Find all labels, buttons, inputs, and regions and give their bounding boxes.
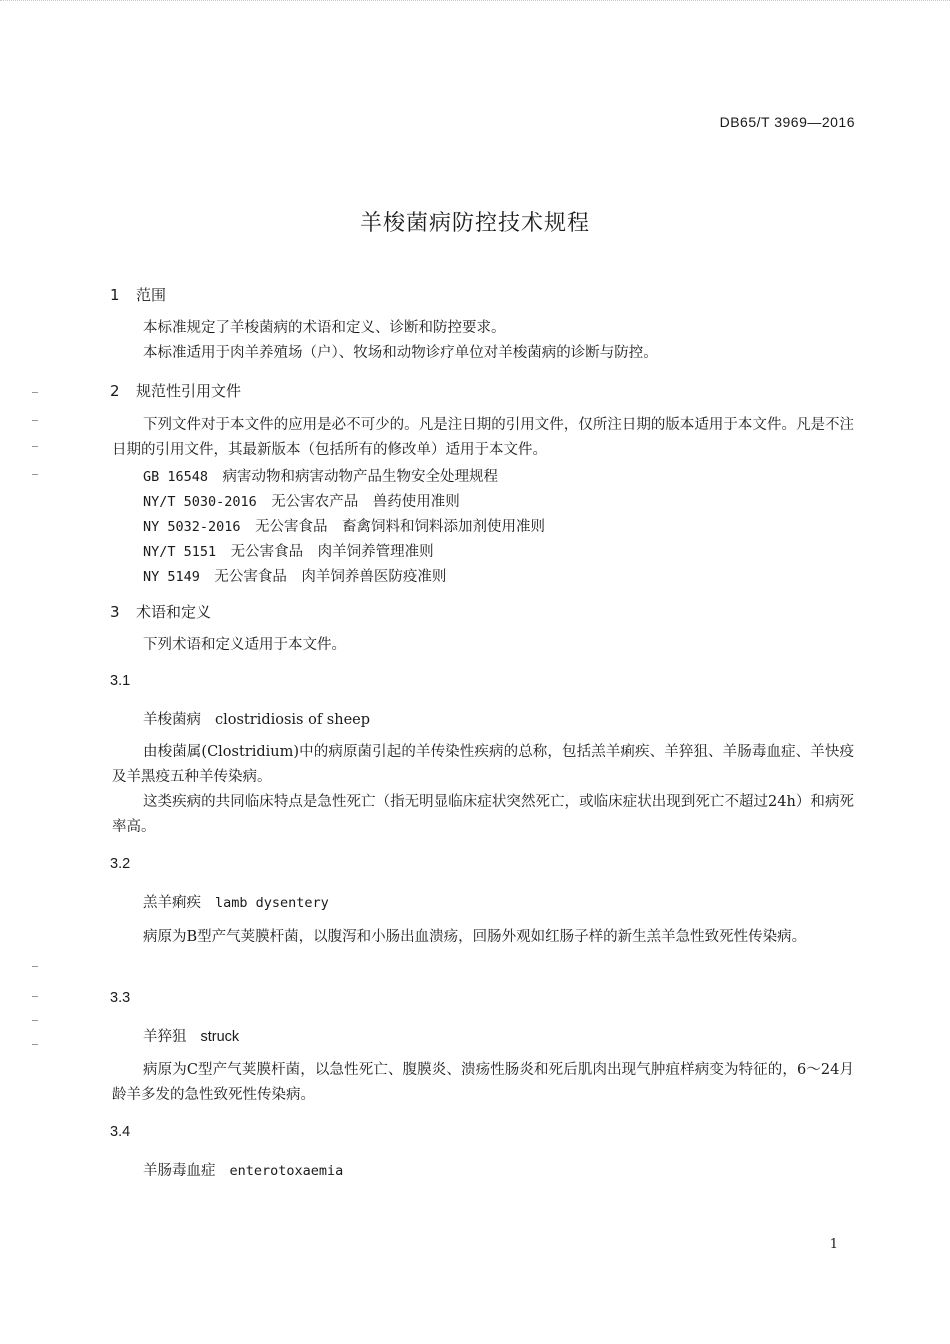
reference-title: 无公害食品 畜禽饲料和饲料添加剂使用准则	[255, 519, 546, 535]
term-number: 3.1	[110, 673, 131, 689]
margin-mark	[32, 420, 38, 421]
term-en: struck	[200, 1029, 240, 1045]
paragraph: 由梭菌属(Clostridium)中的病原菌引起的羊传染性疾病的总称，包括羔羊痢疾、羊猝狙、羊肠毒血症、羊快疫及羊黑疫五种羊传染病。	[112, 744, 854, 785]
term-zh: 羊猝狙	[143, 1029, 187, 1045]
term-title	[143, 891, 329, 912]
document-title: 羊梭菌病防控技术规程	[359, 211, 590, 236]
reference-title: 无公害食品 肉羊饲养兽医防疫准则	[214, 569, 447, 585]
term-zh: 羊梭菌病	[143, 712, 201, 728]
section-title: 规范性引用文件	[136, 382, 242, 400]
margin-mark	[32, 392, 38, 393]
term-title	[143, 1159, 343, 1180]
margin-mark	[32, 996, 38, 997]
term-en: lamb dysentery	[215, 895, 329, 911]
reference-code: NY 5149	[143, 569, 200, 585]
reference-item	[143, 490, 460, 511]
section-number: 1	[110, 286, 120, 304]
margin-mark	[32, 966, 38, 967]
paragraph: 病原为B型产气荚膜杆菌，以腹泻和小肠出血溃疡，回肠外观如红肠子样的新生羔羊急性致死性传染病。	[143, 929, 807, 945]
term-en: enterotoxaemia	[229, 1163, 344, 1179]
term-zh: 羔羊痢疾	[143, 895, 201, 911]
margin-mark	[32, 446, 38, 447]
term-number: 3.3	[110, 990, 131, 1006]
margin-mark	[32, 1020, 38, 1021]
reference-code: GB 16548	[143, 469, 209, 485]
section-title: 范围	[136, 286, 167, 304]
paragraph: 下列文件对于本文件的应用是必不可少的。凡是注日期的引用文件，仅所注日期的版本适用于本文件。凡是不注日期的引用文件，其最新版本（包括所有的修改单）适用于本文件。	[112, 417, 854, 458]
paragraph: 这类疾病的共同临床特点是急性死亡（指无明显临床症状突然死亡，或临床症状出现到死亡不超过24h）和病死率高。	[112, 794, 854, 835]
reference-title: 无公害农产品 兽药使用准则	[271, 494, 460, 510]
section-number: 3	[110, 603, 120, 621]
section-1-heading	[110, 284, 166, 305]
scan-edge	[0, 0, 950, 4]
paragraph: 本标准适用于肉羊养殖场（户）、牧场和动物诊疗单位对羊梭菌病的诊断与防控。	[143, 345, 658, 361]
paragraph: 病原为C型产气荚膜杆菌，以急性死亡、腹膜炎、溃疡性肠炎和死后肌肉出现气肿疽样病变为特征的，6～24月龄羊多发的急性致死性传染病。	[112, 1062, 854, 1103]
term-number: 3.2	[110, 856, 131, 872]
reference-code: NY/T 5151	[143, 544, 217, 560]
reference-item	[143, 540, 434, 561]
page-number: 1	[829, 1237, 838, 1252]
reference-item	[143, 515, 545, 536]
reference-code: NY 5032-2016	[143, 519, 241, 535]
reference-item	[143, 465, 498, 486]
reference-code: NY/T 5030-2016	[143, 494, 257, 510]
term-title	[143, 708, 370, 729]
term-title	[143, 1025, 239, 1046]
term-en: clostridiosis of sheep	[215, 712, 371, 728]
section-number: 2	[110, 382, 120, 400]
section-title: 术语和定义	[136, 603, 212, 621]
section-3-heading	[110, 601, 211, 622]
paragraph: 本标准规定了羊梭菌病的术语和定义、诊断和防控要求。	[143, 320, 506, 336]
section-2-heading	[110, 380, 241, 401]
paragraph: 下列术语和定义适用于本文件。	[143, 637, 346, 653]
margin-mark	[32, 1044, 38, 1045]
standard-code: DB65/T 3969—2016	[719, 114, 855, 130]
margin-mark	[32, 474, 38, 475]
reference-title: 病害动物和病害动物产品生物安全处理规程	[222, 469, 499, 485]
reference-title: 无公害食品 肉羊饲养管理准则	[230, 544, 434, 560]
reference-item	[143, 565, 446, 586]
term-number: 3.4	[110, 1124, 131, 1140]
term-zh: 羊肠毒血症	[143, 1163, 216, 1179]
